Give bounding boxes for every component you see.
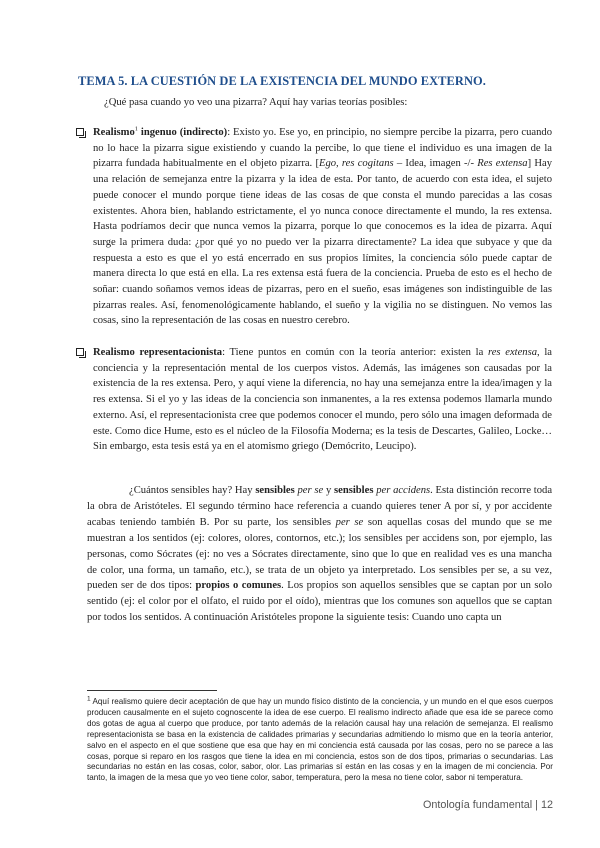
text-run: : Tiene puntos en común con la teoría anterior: existen la <box>222 347 488 358</box>
intro-question: ¿Qué pasa cuando yo veo una pizarra? Aquí hay varias teorías posibles: <box>104 97 408 108</box>
text-run: , la conciencia y la representación mental de los cuerpos vistos. Además, las imágenes son causadas por la existencia de la res extensa. Pero, y aquí viene la diferencia, no hay una semejanza entre la idea/imagen y la res extensa. Si el yo y las ideas de la conciencia son inmanentes, a la res extensa podemos llamarla mundo externo. Así, el representacionista cree que podemos conocer el mundo, pero sólo una imagen deformada de este. Como dice Hume, esto es el núcleo de la Filosofía Moderna; es la tesis de Descartes, Galileo, Locke… Sin embargo, esta tesis está ya en el atomismo griego (Demócrito, Leucipo). <box>93 347 553 453</box>
bold-run: sensibles <box>334 485 374 496</box>
bullet-realismo-ingenuo <box>76 125 552 329</box>
page-footer: Ontología fundamental | 12 <box>422 799 553 811</box>
checkbox-bullet-icon <box>76 128 84 136</box>
text-run: son aquellas cosas del mundo que se me muestran a los sentidos (ej: colores, olores, contornos, etc.); los sensibles per accidens son, por ejemplo, las personas, como Sócrates (ej: no ves a Sócrates directamente, sino que lo que en realidad ves es una mancha de color, una forma, un tamaño, etc.), se trata de un objeto ya interpretado. Los sensibles per se, a su vez, pueden ser de dos tipos: <box>87 516 552 592</box>
term-representacionista: Realismo representacionista <box>93 347 223 358</box>
text-run: ¿Cuántos sensibles hay? Hay <box>129 485 256 496</box>
footnote-text: Aquí realismo quiere decir aceptación de que hay un mundo físico distinto de la conciencia, y un mundo en el que esos cuerpos producen causalmente en el sujeto cognoscente la idea de ese cuerpo. El realismo indirecto añade que esa ide se parece como dos gotas de agua al cuerpo que produce, por tanto además de la relación causal hay una relación de semejanza. El realismo representacionista se basa en la existencia de calidades primarias y secundarias admitiendo lo mismo que en la teoría anterior, salvo en el aspecto en el que sostiene que esa que hay en mi conciencia está causada por las cosas, pero no se parece a las cosas, porque si reparo en los rasgos que tiene la idea en mi conciencia, estos son de dos tipos, primarias o secundarias. Las secundarias no están en las cosas, color, sabor, olor. Las primarias sí están en las cosas y en la imagen de mi conciencia. Por tanto, la imagen de la mesa que yo veo tiene color, sabor, temperatura, pero la mesa no tiene color, sabor ni temperatura. <box>87 697 553 783</box>
italic-run: Res extensa <box>477 158 528 170</box>
text-run: . Los propios son aquellos sensibles que se captan por un solo sentido (ej: el color por el olfato, el ruido por el oído), mientras que los comunes son aquellos que se captan por todos los sentidos. A continuación Aristóteles propone la siguiente tesis: Cuando uno capta un <box>87 580 552 624</box>
sensibles-paragraph <box>87 483 552 626</box>
checkbox-bullet-icon <box>76 348 84 356</box>
footnote <box>87 697 553 784</box>
text-run: ] Hay una relación de semejanza entre la pizarra y la idea de esta. Por tanto, de acuerdo con esta idea, el sujeto puede conocer el mundo porque tiene ideas de las cosas de que consta el mundo parecidas a las cosas existentes. Ahora bien, hablando estrictamente, el yo nunca conoce directamente el mundo, la res extensa. Hasta podríamos decir que nunca vemos la pizarra, porque lo que conocemos es la idea de pizarra. Aquí surge la primera duda: ¿por qué yo no puedo ver la pizarra directamente? La idea que subyace y que da respuesta a esto es que el yo está encerrado en sus propios límites, la conciencia sólo puede captar de manera directa lo que está en ella. La res extensa está fuera de la conciencia. Prueba de esto es el hecho de soñar: cuando soñamos vemos ideas de pizarras, pero en el sueño, esas imágenes son indistinguible de las pizarras reales. Así, fenomenológicamente hablando, el sueño y la vigilia no se distinguen. No vemos las cosas, sino la representación de las cosas en nuestro cerebro. <box>93 158 552 327</box>
term-ingenuo: ingenuo (indirecto) <box>138 127 228 138</box>
italic-run: per se <box>294 485 324 496</box>
term-realismo: Realismo <box>93 127 135 138</box>
bullet-text <box>93 125 552 329</box>
bullet-realismo-representacionista <box>76 345 552 455</box>
text-run: y <box>323 485 334 496</box>
footnote-ref: 1 <box>134 125 139 133</box>
footnote-separator <box>87 690 217 691</box>
italic-run: per se <box>335 516 364 528</box>
footnote-number: 1 <box>87 695 91 703</box>
text-run: : Existo yo. Ese yo, en principio, no siempre percibe la pizarra, pero cuando no lo hace la pizarra sigue existiendo y cuando la percibe, lo que tiene el individuo es una imagen de la pizarra fundada habitualmente en el objeto pizarra. [ <box>93 127 552 170</box>
text-run: . Esta distinción recorre toda la obra de Aristóteles. El segundo término hace referencia a cuando quieres tener A por sí, y por accidente acabas teniendo también B. Por su parte, los sensibles <box>87 485 553 528</box>
italic-run: Ego, res cogitans <box>318 158 394 170</box>
page-title: TEMA 5. LA CUESTIÓN DE LA EXISTENCIA DEL MUNDO EXTERNO. <box>78 74 486 88</box>
italic-run: res extensa <box>487 347 538 358</box>
bold-run: sensibles <box>255 485 295 496</box>
bold-run: propios o comunes <box>195 580 282 592</box>
text-run: – Idea, imagen -/- <box>393 158 478 170</box>
bullet-text <box>93 345 552 455</box>
italic-run: per accidens <box>373 485 431 496</box>
